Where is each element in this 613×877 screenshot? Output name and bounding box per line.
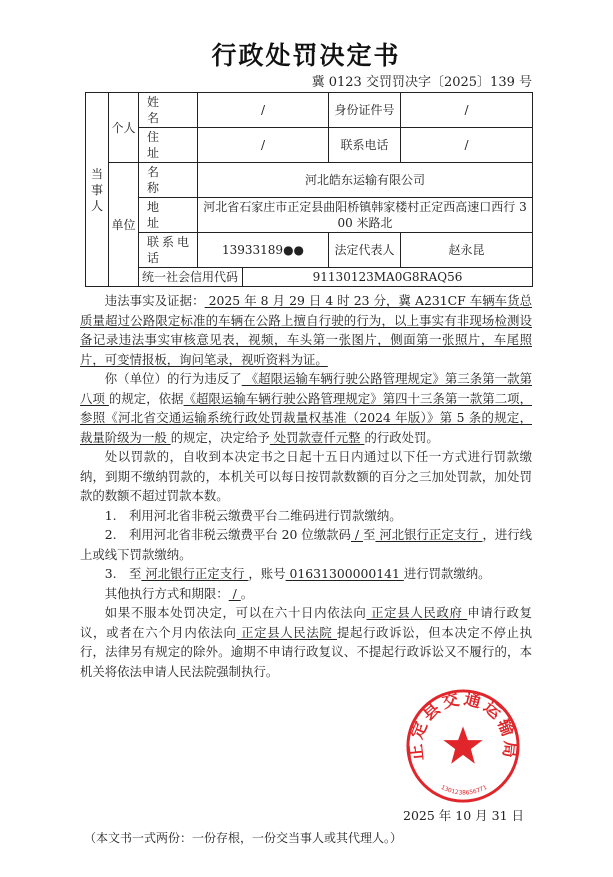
seal-text: 正定县交通运输局 — [404, 688, 522, 762]
document-number: 冀 0123 交罚罚决字〔2025〕139 号 — [311, 75, 532, 90]
legal-rep: 赵永昆 — [401, 233, 533, 268]
individual-name: / — [198, 93, 329, 128]
facts-paragraph — [80, 291, 532, 369]
penalty: 处罚款壹仟元整 — [269, 429, 365, 445]
individual-phone: / — [401, 128, 533, 163]
unit-address-label: 地 址 — [139, 198, 198, 233]
party-info-table — [85, 92, 533, 287]
violation-text: 的规定，决定给予 — [170, 429, 270, 445]
official-seal — [404, 687, 522, 805]
document-title: 行政处罚决定书 — [211, 41, 401, 70]
violation-paragraph — [80, 369, 532, 447]
payment-text: ，进行线上或线下罚款缴纳。 — [80, 527, 533, 562]
payment-text: 2. 利用河北省非税云缴费平台 20 位缴款码 — [104, 527, 351, 542]
payment-code: / — [350, 527, 364, 542]
document-body — [80, 291, 532, 681]
other-text: 。 — [240, 585, 254, 601]
credit-code: 91130123MA0G8RAQ56 — [243, 268, 533, 287]
unit-phone: 13933189●● — [198, 233, 329, 268]
payment-text: 进行罚款缴纳。 — [403, 566, 491, 581]
individual-address: / — [198, 128, 329, 163]
address-label: 住 址 — [139, 128, 198, 163]
individual-id: / — [401, 93, 533, 128]
appeal-text: 申请行政复议，或者在六个月内依法向 — [80, 605, 532, 640]
unit-name: 河北皓东运输有限公司 — [198, 163, 533, 198]
signature-block — [80, 687, 532, 825]
appeal-paragraph — [80, 603, 532, 681]
individual-label: 个人 — [109, 93, 139, 163]
payment-intro: 处以罚款的，自收到本决定书之日起十五日内通过以下任一方式进行罚款缴纳，到期不缴纳罚款的，本机关可以每日按罚款数额的百分之三加处罚款，加处罚款的数额不超过罚款本数。 — [80, 449, 532, 503]
appeal-text: 如果不服本处罚决定，可以在六十日内依法向 — [104, 605, 367, 620]
facts-label: 违法事实及证据： — [104, 293, 205, 308]
bank-account: 01631300000141 — [285, 566, 404, 581]
other-execution — [80, 584, 532, 604]
other-value: / — [228, 585, 241, 601]
id-label: 身份证件号 — [329, 93, 401, 128]
facts-text: 2025 年 8 月 29 日 4 时 23 分，冀 A231CF 车辆车货总质量超过公路限定标准的车辆在公路上擅自行驶的行为，以上事实有非现场检测设备记录违法事实审核意见表，视频，车头第一张图片，侧面第一张照片，车尾照片，可变情报板，询问笔录，视听资料为证。 — [80, 293, 533, 367]
issue-date: 2025 年 10 月 31 日 — [403, 808, 524, 823]
payment-text: ，账号 — [248, 566, 286, 581]
payment-bank: 河北银行正定支行 — [141, 566, 249, 581]
unit-phone-label: 联系电话 — [139, 233, 198, 268]
star-icon — [443, 726, 482, 763]
violated-law: 《超限运输车辆行驶公路管理规定》第三条第一款第八项 — [80, 371, 532, 406]
party-label: 当事人 — [86, 93, 109, 287]
violation-text: 的行政处罚。 — [364, 429, 439, 445]
phone-label: 联系电话 — [329, 128, 401, 163]
payment-item-1: 1. 利用河北省非税云缴费平台二维码进行罚款缴纳。 — [104, 507, 402, 523]
unit-label: 单位 — [109, 163, 139, 287]
unit-name-label: 名 称 — [139, 163, 198, 198]
unit-address: 河北省石家庄市正定县曲阳桥镇韩家楼村正定西高速口西行 300 米路北 — [198, 198, 533, 233]
seal-code: 1301238656771 — [439, 784, 489, 797]
review-authority: 正定县人民政府 — [366, 605, 468, 620]
legal-rep-label: 法定代表人 — [329, 233, 401, 268]
violation-text: 的规定，依据 — [108, 390, 184, 406]
payment-text: 3. 至 — [104, 566, 142, 581]
copies-note: （本文书一式两份：一份存根，一份交当事人或其代理人。） — [84, 831, 403, 845]
appeal-text: 提起行政诉讼，但本决定不停止执行，法律另有规定的除外。逾期不申请行政复议、不提起行政诉讼又不履行的，本机关将依法申请人民法院强制执行。 — [80, 624, 532, 679]
name-label: 姓 名 — [139, 93, 198, 128]
payment-text: 至 — [363, 527, 376, 542]
other-label: 其他执行方式和期限： — [104, 585, 229, 601]
basis-law: 《超限运输车辆行驶公路管理规定》第四十三条第一款第二项，参照《河北省交通运输系统行政处罚裁量权基准（2024 年版）》第 5 条的规定，裁量阶级为一般 — [80, 390, 533, 445]
payment-item-2 — [80, 525, 532, 564]
payment-bank: 河北银行正定支行 — [375, 527, 483, 542]
violation-text: 你（单位）的行为违反了 — [104, 371, 242, 386]
payment-item-3 — [80, 564, 532, 584]
court: 正定县人民法院 — [236, 624, 337, 640]
credit-code-label: 统一社会信用代码 — [139, 268, 243, 287]
